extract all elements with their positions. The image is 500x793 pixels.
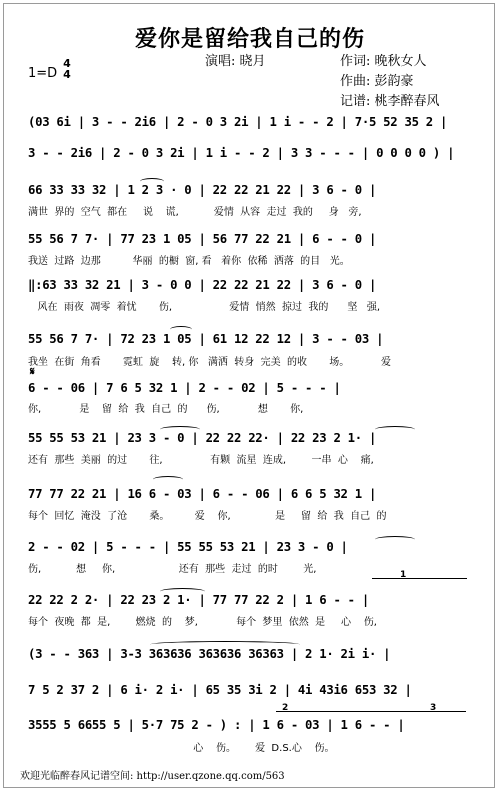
tie-mark <box>150 641 300 648</box>
transcriber-credit: 记谱: 桃李醉春风 <box>340 94 440 109</box>
notation-line-11: 22 22 2 2· | 22 23 2 1· | 77 77 22 2 | 1 6 - - | <box>28 593 369 607</box>
volta-number-3: 3 <box>430 703 437 713</box>
time-top: 4 <box>63 57 71 70</box>
lyric-line-14: 心 伤。 爱 D.S.心 伤。 <box>28 743 335 754</box>
notation-line-1: (03 6i | 3 - - 2i6 | 2 - 0 3 2i | 1 i - - 2 | 7·5 52 35 2 | <box>28 115 448 129</box>
lyric-line-10: 伤, 想 你, 还有 那些 走过 的时 光, <box>28 564 317 575</box>
volta-number-1: 1 <box>400 570 407 580</box>
key-signature <box>28 57 71 81</box>
notation-line-4: 55 56 7 7· | 77 23 1 05 | 56 77 22 21 | 6 - - 0 | <box>28 232 377 246</box>
volta-number-2: 2 <box>282 703 289 713</box>
key-label: 1=D <box>28 66 58 81</box>
notation-line-2: 3 - - 2i6 | 2 - 0 3 2i | 1 i - - 2 | 3 3 - - - | 0 0 0 0 ) | <box>28 146 455 160</box>
lyric-line-7: 你, 是 留 给 我 自己 的 伤, 想 你, <box>28 404 304 415</box>
notation-line-6: 55 56 7 7· | 72 23 1 05 | 61 12 22 12 | 3 - - 03 | <box>28 332 384 346</box>
lyric-line-4: 我送 过路 边那 华丽 的橱 窗, 看 着你 依稀 洒落 的目 光。 <box>28 256 350 267</box>
lyric-line-8: 还有 那些 美丽 的过 往, 有颗 流星 连成, 一串 心 痛, <box>28 455 374 466</box>
notation-line-3: 66 33 33 32 | 1 2 3 · 0 | 22 22 21 22 | 3 6 - 0 | <box>28 183 377 197</box>
notation-line-8: 55 55 53 21 | 23 3 - 0 | 22 22 22· | 22 23 2 1· | <box>28 431 377 445</box>
notation-line-10: 2 - - 02 | 5 - - - | 55 55 53 21 | 23 3 - 0 | <box>28 540 348 554</box>
segno-sign: 𝄋 <box>30 365 35 378</box>
tie-mark <box>375 536 415 543</box>
lyric-line-5: 风在 雨夜 凋零 着忧 伤, 爱情 悄然 掠过 我的 坚 强, <box>28 302 381 313</box>
lyric-line-9: 每个 回忆 淹没 了沧 桑。 爱 你, 是 留 给 我 自己 的 <box>28 511 387 522</box>
singer-credit: 演唱: 晓月 <box>205 54 266 69</box>
tie-mark <box>170 326 192 333</box>
tie-mark <box>160 588 205 595</box>
tie-mark <box>153 476 183 483</box>
tie-mark <box>140 178 164 185</box>
song-title: 爱你是留给我自己的伤 <box>134 26 365 52</box>
time-bottom: 4 <box>63 68 71 81</box>
volta-bracket-2 <box>276 711 466 712</box>
lyric-line-6: 我坐 在街 角看 霓虹 旋 转, 你 满洒 转身 完美 的收 场。 爱 <box>28 357 392 368</box>
lyricist-credit: 作词: 晚秋女人 <box>340 54 427 69</box>
volta-bracket-1 <box>372 578 467 579</box>
time-signature <box>62 58 72 80</box>
tie-mark <box>375 426 415 433</box>
footer-link: 欢迎光临醉春风记谱空间: http://user.qzone.qq.com/563 <box>20 771 285 782</box>
notation-line-12: (3 - - 363 | 3-3 363636 363636 36363 | 2 1· 2i i· | <box>28 647 391 661</box>
notation-line-9: 77 77 22 21 | 16 6 - 03 | 6 - - 06 | 6 6 5 32 1 | <box>28 487 377 501</box>
lyric-line-3: 满世 界的 空气 都在 说 谎, 爱情 从容 走过 我的 身 旁, <box>28 207 362 218</box>
notation-line-7: 6 - - 06 | 7 6 5 32 1 | 2 - - 02 | 5 - - - | <box>28 381 341 395</box>
notation-line-13: 7 5 2 37 2 | 6 i· 2 i· | 65 35 3i 2 | 4i 43i6 653 32 | <box>28 683 412 697</box>
lyric-line-11: 每个 夜晚 都 是, 燃烧 的 梦, 每个 梦里 依然 是 心 伤, <box>28 617 377 628</box>
notation-line-14: 3555 5 6655 5 | 5·7 75 2 - ) : | 1 6 - 03 | 1 6 - - | <box>28 718 405 732</box>
composer-credit: 作曲: 彭韵豪 <box>340 74 414 89</box>
notation-line-5: ‖:63 33 32 21 | 3 - 0 0 | 22 22 21 22 | 3 6 - 0 | <box>28 278 377 292</box>
tie-mark <box>160 426 200 433</box>
